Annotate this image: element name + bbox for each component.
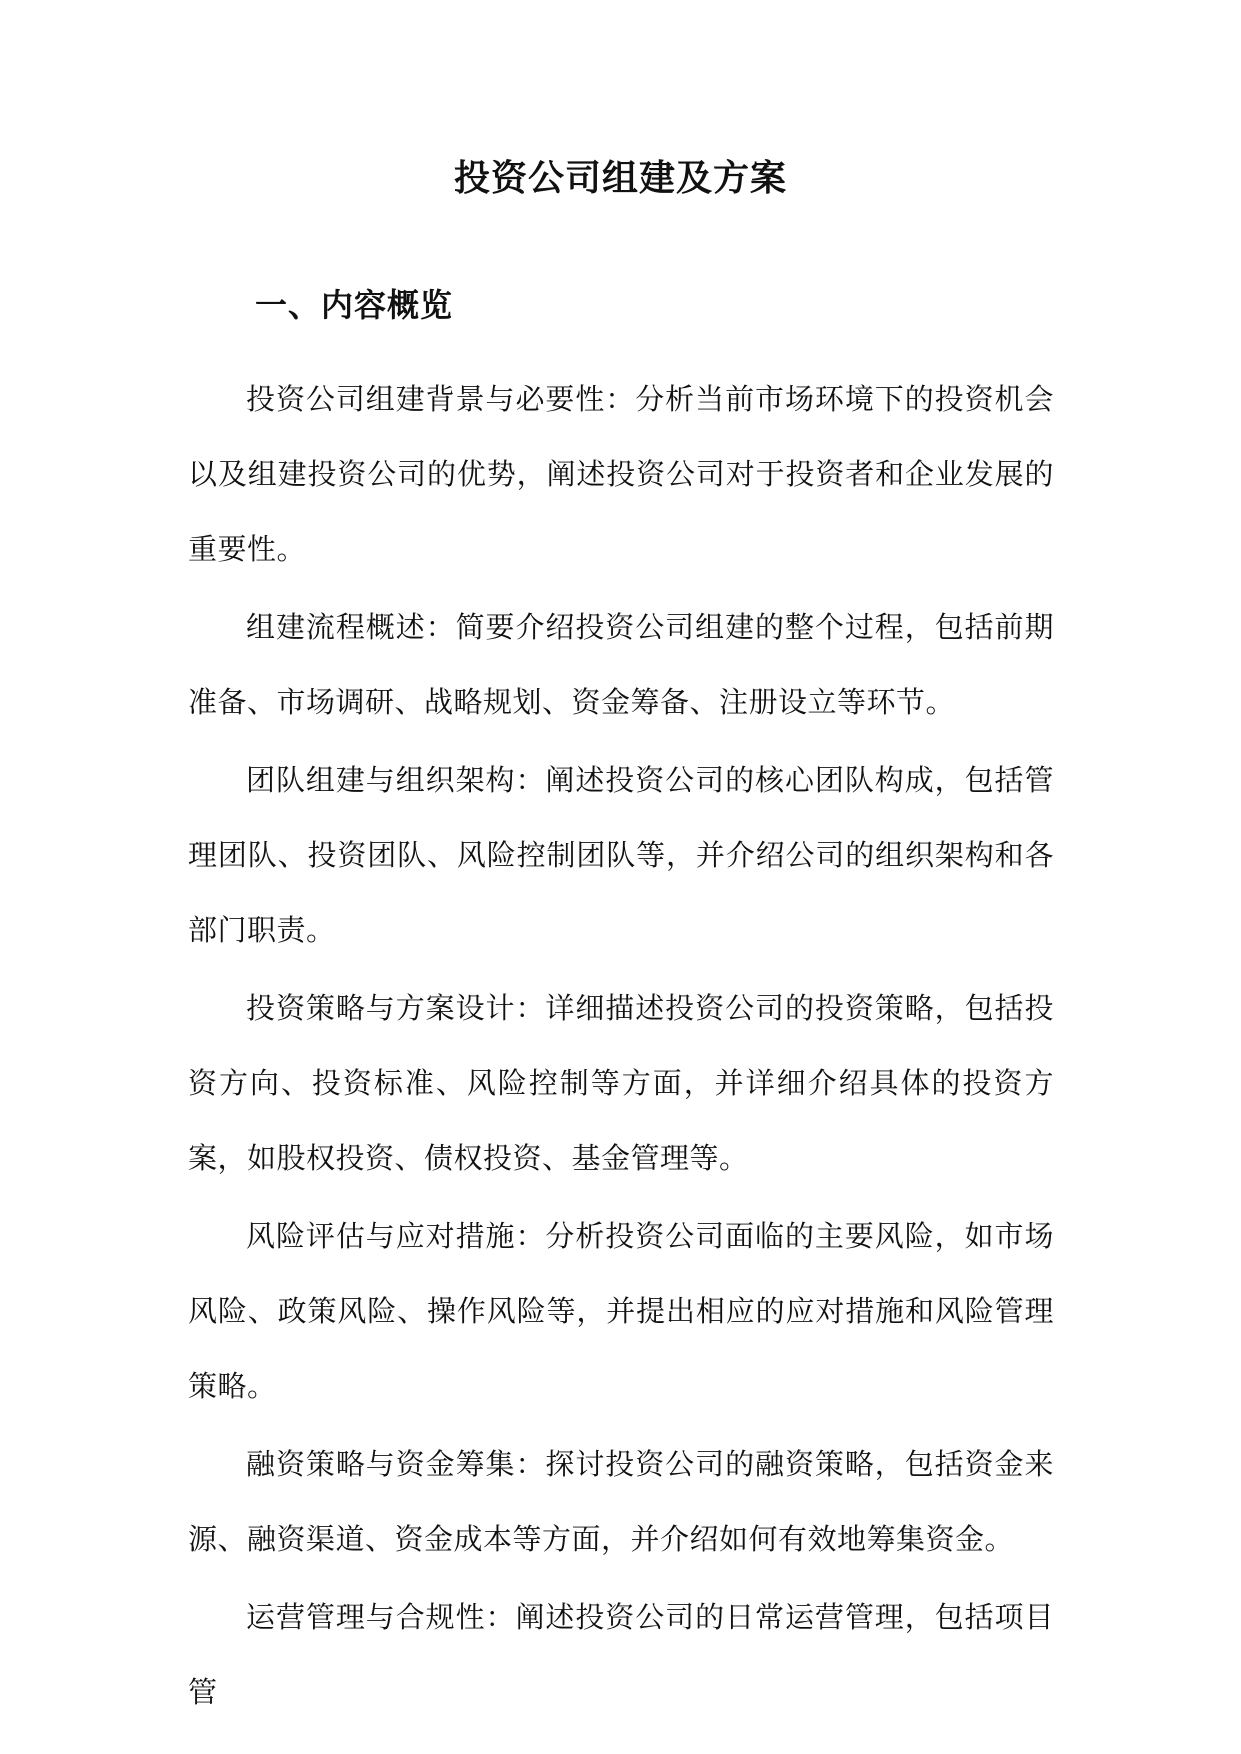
section-heading: 一、内容概览 <box>255 286 454 324</box>
body-text <box>188 362 1054 1733</box>
paragraph-strategy: 投资策略与方案设计：详细描述投资公司的投资策略，包括投资方向、投资标准、风险控制等方面，并详细介绍具体的投资方案，如股权投资、债权投资、基金管理等。 <box>188 991 1054 1175</box>
paragraph-financing: 融资策略与资金筹集：探讨投资公司的融资策略，包括资金来源、融资渠道、资金成本等方面，并介绍如何有效地筹集资金。 <box>188 1447 1054 1556</box>
document-title: 投资公司组建及方案 <box>453 157 787 199</box>
paragraph-risk: 风险评估与应对措施：分析投资公司面临的主要风险，如市场风险、政策风险、操作风险等，并提出相应的应对措施和风险管理策略。 <box>188 1219 1054 1403</box>
paragraph-process: 组建流程概述：简要介绍投资公司组建的整个过程，包括前期准备、市场调研、战略规划、资金筹备、注册设立等环节。 <box>188 610 1054 719</box>
paragraph-operations: 运营管理与合规性：阐述投资公司的日常运营管理，包括项目管 <box>188 1600 1054 1709</box>
paragraph-team: 团队组建与组织架构：阐述投资公司的核心团队构成，包括管理团队、投资团队、风险控制团队等，并介绍公司的组织架构和各部门职责。 <box>188 763 1054 947</box>
paragraph-background: 投资公司组建背景与必要性：分析当前市场环境下的投资机会以及组建投资公司的优势，阐述投资公司对于投资者和企业发展的重要性。 <box>188 382 1054 566</box>
